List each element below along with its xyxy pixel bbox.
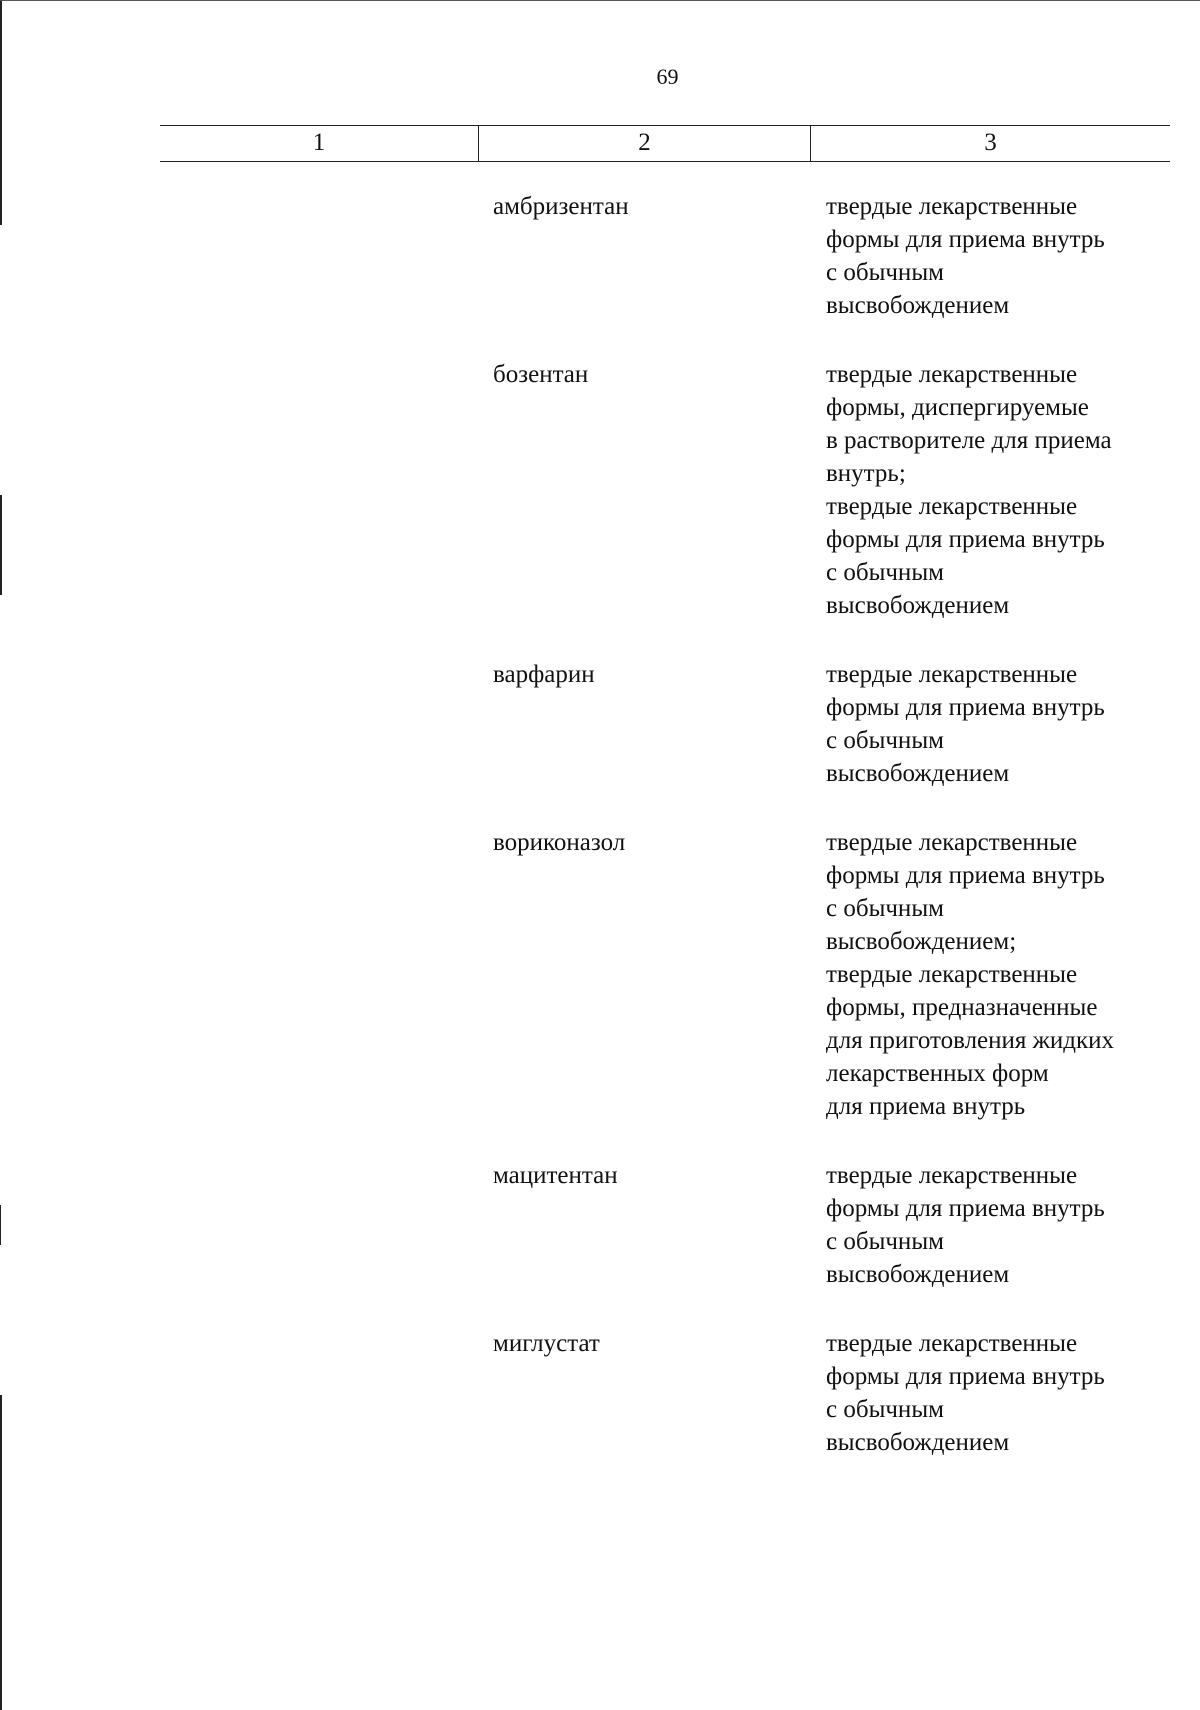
table-row xyxy=(0,1327,1200,1459)
dosage-form-line: формы, диспергируемые xyxy=(826,394,1089,421)
dosage-form xyxy=(826,1327,1166,1459)
dosage-form-line: твердые лекарственные xyxy=(826,661,1078,688)
dosage-form xyxy=(826,1159,1166,1291)
drug-name: миглустат xyxy=(493,1330,600,1357)
dosage-form-line: твердые лекарственные xyxy=(826,829,1078,856)
header-col-3: 3 xyxy=(984,129,997,156)
drug-name: мацитентан xyxy=(493,1162,618,1189)
header-col-1: 1 xyxy=(160,126,479,161)
table-row xyxy=(0,358,1200,622)
dosage-form-line: твердые лекарственные xyxy=(826,193,1078,220)
dosage-form-line: формы для приема внутрь xyxy=(826,694,1105,721)
dosage-form-line: формы для приема внутрь xyxy=(826,1363,1105,1390)
dosage-form-line: высвобождением xyxy=(826,292,1010,319)
dosage-form xyxy=(826,190,1166,322)
dosage-form-line: формы, предназначенные xyxy=(826,994,1098,1021)
table-header xyxy=(160,125,1170,162)
drug-name: варфарин xyxy=(493,661,595,688)
dosage-form-line: высвобождением; xyxy=(826,928,1017,955)
drug-name: вориконазол xyxy=(493,829,626,856)
table-body xyxy=(0,190,1200,1495)
dosage-form-line: высвобождением xyxy=(826,760,1010,787)
dosage-form-line: формы для приема внутрь xyxy=(826,862,1105,889)
dosage-form-line: с обычным xyxy=(826,727,944,754)
dosage-form-line: твердые лекарственные xyxy=(826,1330,1078,1357)
page-number: 69 xyxy=(656,64,679,89)
dosage-form-line: высвобождением xyxy=(826,1429,1010,1456)
drug-name: амбризентан xyxy=(493,193,629,220)
dosage-form-line: формы для приема внутрь xyxy=(826,526,1105,553)
dosage-form-line: высвобождением xyxy=(826,1261,1010,1288)
table-row xyxy=(0,1159,1200,1291)
dosage-form-line: высвобождением xyxy=(826,592,1010,619)
dosage-form-line: с обычным xyxy=(826,1396,944,1423)
dosage-form-line: для приготовления жидких xyxy=(826,1027,1115,1054)
drug-name: бозентан xyxy=(493,361,589,388)
dosage-form-line: твердые лекарственные xyxy=(826,1162,1078,1189)
dosage-form-line: твердые лекарственные xyxy=(826,961,1078,988)
dosage-form-line: твердые лекарственные xyxy=(826,361,1078,388)
dosage-form-line: формы для приема внутрь xyxy=(826,226,1105,253)
dosage-form-line: внутрь; xyxy=(826,460,906,487)
table-row xyxy=(0,190,1200,322)
dosage-form xyxy=(826,658,1166,790)
table-row xyxy=(0,658,1200,790)
dosage-form-line: для приема внутрь xyxy=(826,1093,1026,1120)
dosage-form-line: с обычным xyxy=(826,559,944,586)
dosage-form-line: в растворителе для приема xyxy=(826,427,1112,454)
scan-edge-top-border xyxy=(0,0,1200,1)
dosage-form-line: с обычным xyxy=(826,895,944,922)
dosage-form xyxy=(826,826,1166,1123)
dosage-form xyxy=(826,358,1166,622)
table-row xyxy=(0,826,1200,1123)
dosage-form-line: лекарственных форм xyxy=(826,1060,1049,1087)
dosage-form-line: формы для приема внутрь xyxy=(826,1195,1105,1222)
dosage-form-line: твердые лекарственные xyxy=(826,493,1078,520)
header-col-2: 2 xyxy=(479,126,811,161)
dosage-form-line: с обычным xyxy=(826,1228,944,1255)
dosage-form-line: с обычным xyxy=(826,259,944,286)
